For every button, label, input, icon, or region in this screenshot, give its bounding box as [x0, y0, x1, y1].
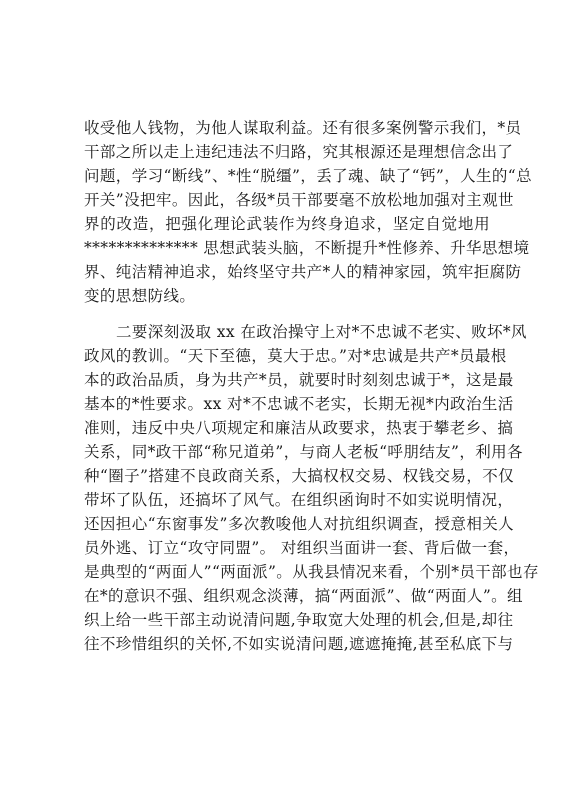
text-line: 问题，学习“断线”、*性“脱缰”，丢了魂、缺了“钙”，人生的“总 [84, 167, 533, 185]
text-line: 界、纯洁精神追求，始终坚守共产*人的精神家园，筑牢拒腐防 [84, 263, 522, 281]
text-line: 政风的教训。“天下至德，莫大于忠。”对*忠诚是共产*员最根 [84, 347, 507, 365]
paragraph-first-line: 二要深刻汲取 xx 在政治操守上对*不忠诚不老实、败坏*风 [116, 323, 527, 341]
text-line: 收受他人钱物，为他人谋取利益。还有很多案例警示我们，*员 [84, 119, 522, 137]
text-line: 种“圈子”搭建不良政商关系，大搞权权交易、权钱交易，不仅 [84, 467, 515, 485]
text-line: 界的改造，把强化理论武装作为终身追求，坚定自觉地用 [84, 215, 490, 233]
text-line: 干部之所以走上违纪违法不归路，究其根源还是理想信念出了 [84, 143, 514, 161]
text-line: 开关”没把牢。因此，各级*员干部要毫不放松地加强对主观世 [84, 191, 514, 209]
text-line: ************** 思想武装头脑，不断提升*性修养、升华思想境 [84, 239, 530, 257]
text-line: 织上给一些干部主动说清问题,争取宽大处理的机会,但是,却往 [84, 611, 514, 629]
text-line: 还因担心“东窗事发”多次教唆他人对抗组织调查，授意相关人 [84, 515, 515, 533]
text-line: 变的思想防线。 [84, 287, 196, 305]
text-line: 准则，违反中央八项规定和廉洁从政要求，热衷于攀老乡、搞 [84, 419, 514, 437]
text-line: 员外逃、订立“攻守同盟”。 对组织当面讲一套、背后做一套， [84, 539, 520, 557]
text-line: 基本的*性要求。xx 对*不忠诚不老实，长期无视*内政治生活 [84, 395, 514, 413]
text-line: 带坏了队伍，还搞坏了风气。在组织函询时不如实说明情况， [84, 491, 514, 509]
text-line: 是典型的“两面人”“两面派”。从我县情况来看，个别*员干部也存 [84, 563, 539, 581]
text-line: 在*的意识不强、组织观念淡薄，搞“两面派”、做“两面人”。组 [84, 587, 523, 605]
text-line: 本的政治品质，身为共产*员，就要时时刻刻忠诚于*，这是最 [84, 371, 514, 389]
text-line: 关系，同*政干部“称兄道弟”，与商人老板“呼朋结友”，利用各 [84, 443, 523, 461]
text-line: 往不珍惜组织的关怀,不如实说清问题,遮遮掩掩,甚至私底下与 [84, 635, 514, 653]
